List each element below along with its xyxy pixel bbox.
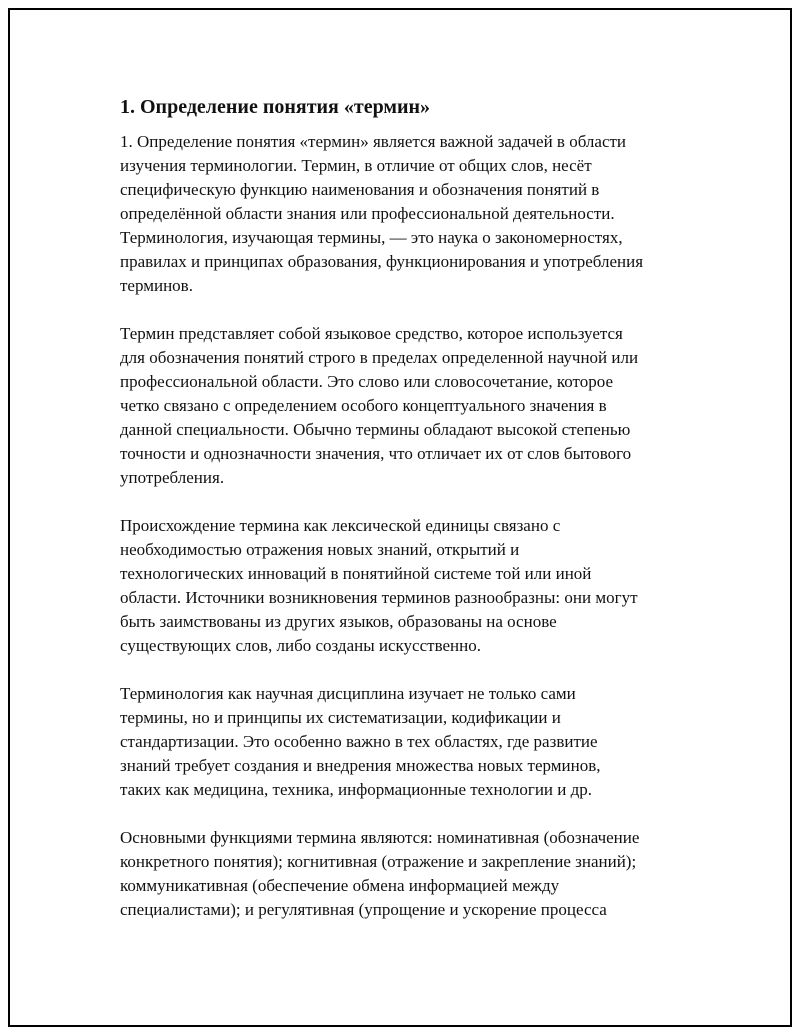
section-heading: 1. Определение понятия «термин» xyxy=(120,96,431,118)
paragraph-1: 1. Определение понятия «термин» является важной задачей в области изучения терминологии. Термин, в отличие от общих слов, несёт специфическую функцию наименования и обозначения понятий в определённой области знания или профессиональной деятельности. Терминология, изучающая термины, — это наука о закономерностях, правилах и принципах образования, функционирования и употребления терминов. xyxy=(120,132,644,295)
document-body xyxy=(120,94,700,946)
paragraph-5: Основными функциями термина являются: номинативная (обозначение конкретного понятия); когнитивная (отражение и закрепление знаний); коммуникативная (обеспечение обмена информацией между специалистами); и регулятивная (упрощение и ускорение процесса xyxy=(120,828,640,919)
paragraph-4: Терминология как научная дисциплина изучает не только сами термины, но и принципы их систематизации, кодификации и стандартизации. Это особенно важно в тех областях, где развитие знаний требует создания и внедрения множества новых терминов, таких как медицина, техника, информационные технологии и др. xyxy=(120,684,601,799)
page-frame xyxy=(8,8,792,1027)
paragraph-2: Термин представляет собой языковое средство, которое используется для обозначения понятий строго в пределах определенной научной или профессиональной области. Это слово или словосочетание, которое четко связано с определением особого концептуального значения в данной специальности. Обычно термины обладают высокой степенью точности и однозначности значения, что отличает их от слов бытового употребления. xyxy=(120,324,639,487)
paragraph-3: Происхождение термина как лексической единицы связано с необходимостью отражения новых знаний, открытий и технологических инноваций в понятийной системе той или иной области. Источники возникновения терминов разнообразны: они могут быть заимствованы из других языков, образованы на основе существующих слов, либо созданы искусственно. xyxy=(120,516,638,655)
